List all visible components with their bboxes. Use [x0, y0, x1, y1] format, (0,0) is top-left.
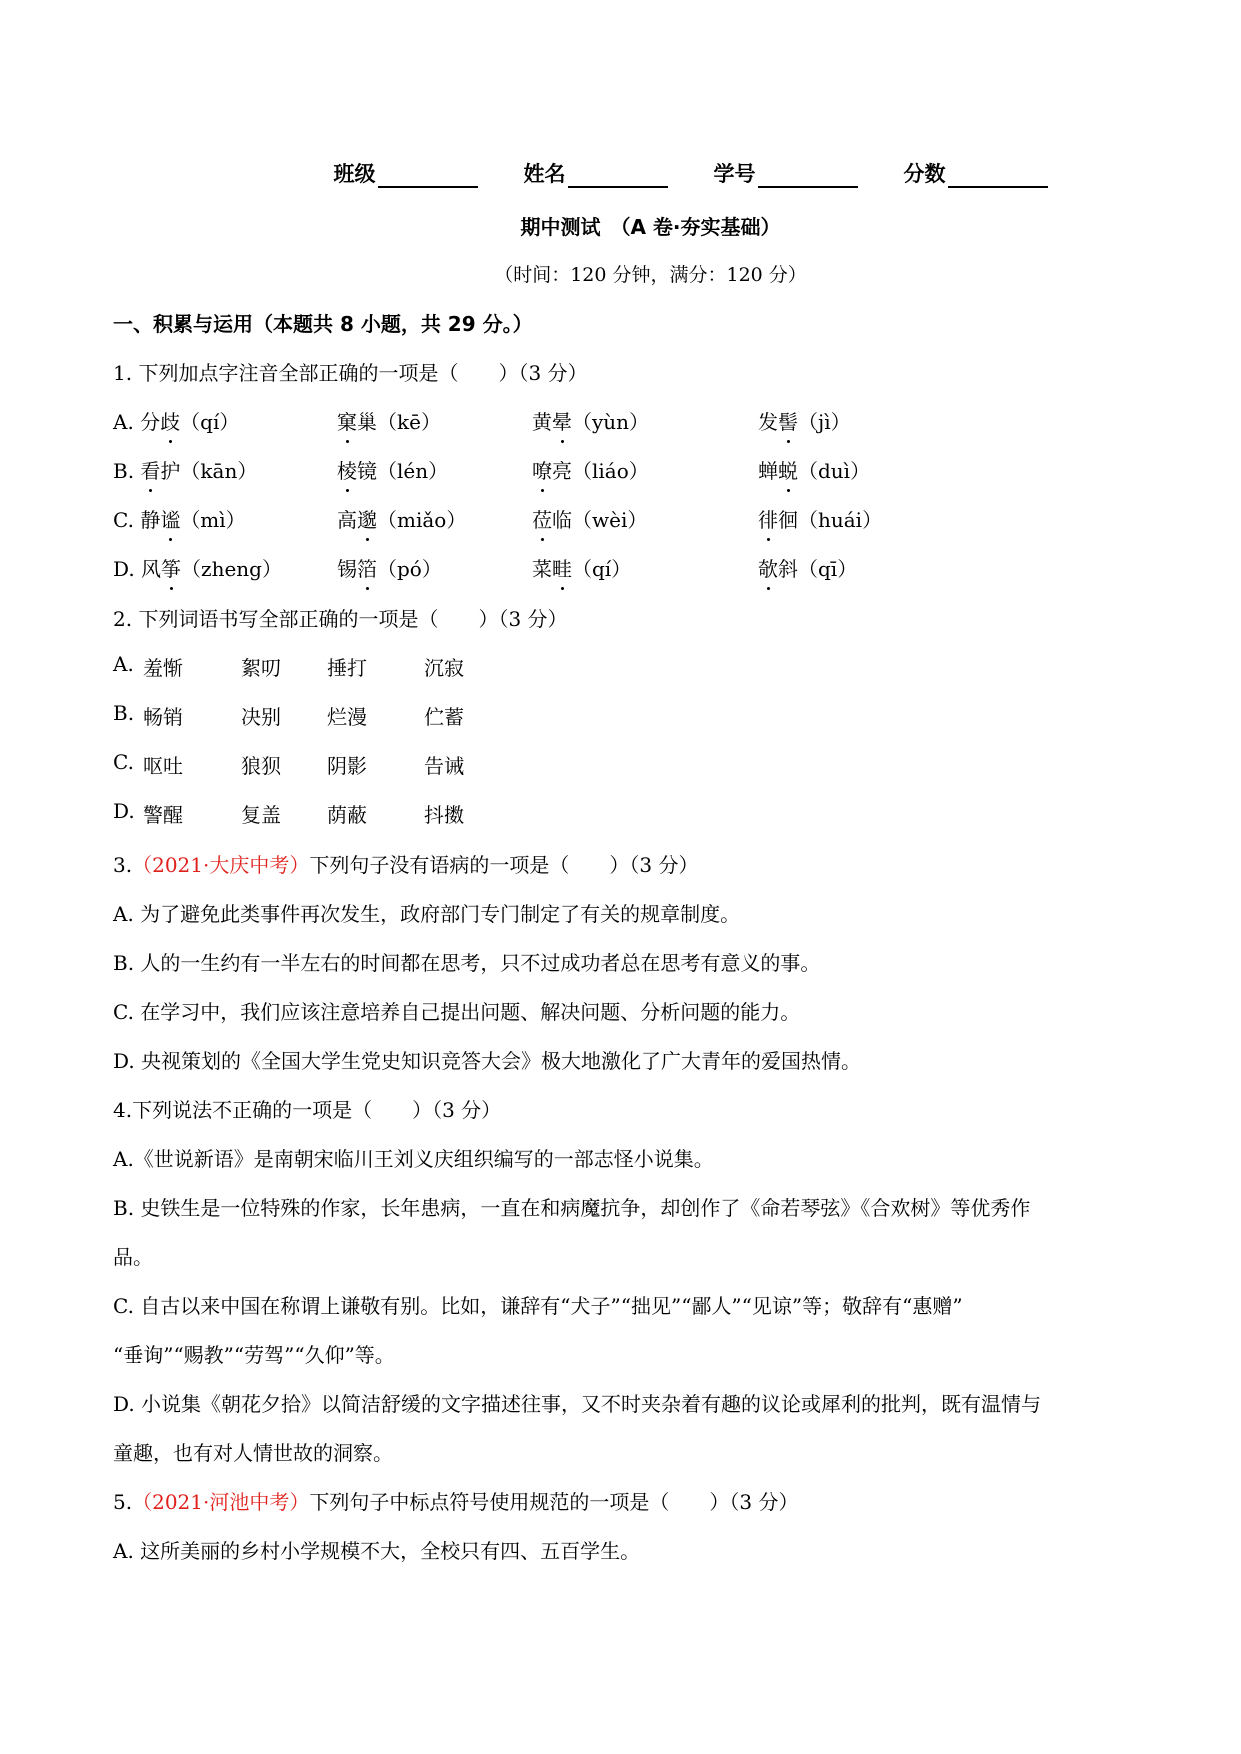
student-id-field: [714, 158, 858, 188]
q3-question: 下列句子没有语病的一项是（ ）（3 分）: [309, 853, 699, 877]
word-pre: 发: [758, 410, 778, 434]
dotted-char: 棱: [337, 459, 357, 483]
pinyin: （kē）: [377, 410, 441, 434]
dotted-char: 窠: [337, 410, 357, 434]
word-pre: 风: [141, 557, 162, 581]
option-letter: A.: [113, 410, 134, 434]
q4-option-c: C. 自古以来中国在称谓上谦敬有别。比如，谦辞有“犬子”“拙见”“鄙人”“见谅”等；敬辞有“惠赠”: [113, 1294, 963, 1318]
q3-source: （2021·大庆中考）: [132, 853, 310, 877]
word-pre: 黄: [532, 410, 552, 434]
q5-stem: [113, 1486, 798, 1515]
word-pre: 静: [140, 508, 161, 532]
name-blank[interactable]: [568, 164, 668, 188]
dotted-char: 看: [140, 459, 161, 483]
q1-option-item: [532, 553, 631, 582]
q1-option-item: [532, 504, 647, 533]
class-field: [334, 158, 478, 188]
student-id-label: 学号: [713, 162, 756, 186]
exam-title: 期中测试 （A 卷·夯实基础）: [520, 215, 781, 239]
q2-word: 絮叨: [241, 656, 281, 680]
q1-option-item: [532, 406, 649, 435]
dotted-char: 谧: [160, 508, 181, 532]
q1-stem: 1. 下列加点字注音全部正确的一项是（ ）（3 分）: [113, 361, 588, 385]
q1-option-item: [337, 553, 442, 582]
q2-word: 烂漫: [327, 705, 367, 729]
q3-option-a: A. 为了避免此类事件再次发生，政府部门专门制定了有关的规章制度。: [113, 902, 741, 926]
q1-option-item: [113, 553, 282, 582]
q1-option-item: [113, 455, 257, 484]
class-blank[interactable]: [378, 164, 478, 188]
name-field: [524, 158, 668, 188]
name-label: 姓名: [523, 162, 566, 186]
q2-word: 沉寂: [424, 656, 464, 680]
pinyin: （mì）: [180, 508, 246, 532]
q4-option-a: A.《世说新语》是南朝宋临川王刘义庆组织编写的一部志怪小说集。: [113, 1147, 714, 1171]
word-post: 亮: [552, 459, 572, 483]
q5-option-a: A. 这所美丽的乡村小学规模不大，全校只有四、五百学生。: [113, 1539, 641, 1563]
q5-source: （2021·河池中考）: [132, 1490, 310, 1514]
option-letter: B.: [113, 459, 135, 483]
dotted-char: 欹: [758, 557, 778, 581]
q1-option-item: [113, 406, 239, 435]
word-post: 镜: [357, 459, 377, 483]
section-heading: 一、积累与运用（本题共 8 小题，共 29 分。）: [113, 312, 533, 336]
dotted-char: 莅: [532, 508, 552, 532]
option-letter: D.: [113, 557, 135, 581]
option-letter: C.: [113, 508, 134, 532]
q2-word: 决别: [241, 705, 281, 729]
q2-word: 告诫: [424, 754, 464, 778]
dotted-char: 蜕: [778, 459, 798, 483]
q2-option-letter: B.: [113, 701, 135, 725]
pinyin: （pó）: [377, 557, 442, 581]
q3-stem: [113, 849, 698, 878]
q2-word: 捶打: [327, 656, 367, 680]
q2-option-letter: A.: [113, 652, 134, 676]
pinyin: （kān）: [180, 459, 258, 483]
q4-option-c-cont: “垂询”“赐教”“劳驾”“久仰”等。: [113, 1343, 395, 1367]
word-post: 临: [552, 508, 572, 532]
q1-option-item: [758, 553, 857, 582]
word-pre: 蝉: [758, 459, 778, 483]
q1-option-item: [532, 455, 649, 484]
q5-number: 5.: [113, 1490, 133, 1514]
pinyin: （miǎo）: [377, 508, 467, 532]
q1-option-item: [758, 406, 851, 435]
dotted-char: 邈: [357, 508, 377, 532]
q3-number: 3.: [113, 853, 133, 877]
dotted-char: 髻: [778, 410, 798, 434]
q3-option-d: D. 央视策划的《全国大学生党史知识竞答大会》极大地激化了广大青年的爱国热情。: [113, 1049, 862, 1073]
q1-option-item: [337, 504, 466, 533]
dotted-char: 晕: [552, 410, 572, 434]
q1-option-item: [758, 455, 870, 484]
q4-option-d: D. 小说集《朝花夕拾》以简洁舒缓的文字描述往事，又不时夹杂着有趣的议论或犀利的批判，既有温情与: [113, 1392, 1042, 1416]
q1-option-item: [337, 455, 448, 484]
q2-stem: 2. 下列词语书写全部正确的一项是（ ）（3 分）: [113, 607, 568, 631]
q4-option-d-cont: 童趣，也有对人情世故的洞察。: [113, 1441, 393, 1465]
q4-stem: 4.下列说法不正确的一项是（ ）（3 分）: [113, 1098, 502, 1122]
exam-subtitle: （时间：120 分钟，满分：120 分）: [494, 264, 807, 286]
q2-word: 呕吐: [143, 754, 183, 778]
q2-word: 荫蔽: [327, 803, 367, 827]
pinyin: （qī）: [798, 557, 858, 581]
q2-word: 抖擞: [424, 803, 464, 827]
q1-option-item: [113, 504, 246, 533]
q2-word: 畅销: [143, 705, 183, 729]
pinyin: （qí）: [180, 410, 240, 434]
dotted-char: 箔: [357, 557, 377, 581]
q2-option-letter: C.: [113, 750, 134, 774]
q3-option-c: C. 在学习中，我们应该注意培养自己提出问题、解决问题、分析问题的能力。: [113, 1000, 801, 1024]
q2-option-letter: D.: [113, 799, 135, 823]
dotted-char: 筝: [161, 557, 182, 581]
score-label: 分数: [903, 162, 946, 186]
q4-option-b-cont: 品。: [113, 1245, 153, 1269]
q5-question: 下列句子中标点符号使用规范的一项是（ ）（3 分）: [309, 1490, 799, 1514]
q2-word: 狼狈: [241, 754, 281, 778]
pinyin: （jì）: [798, 410, 851, 434]
q2-word: 警醒: [143, 803, 183, 827]
q3-option-b: B. 人的一生约有一半左右的时间都在思考，只不过成功者总在思考有意义的事。: [113, 951, 821, 975]
q2-word: 羞惭: [143, 656, 183, 680]
word-post: 斜: [778, 557, 798, 581]
class-label: 班级: [333, 162, 376, 186]
student-info-header: [0, 158, 1241, 188]
q2-word: 阴影: [327, 754, 367, 778]
dotted-char: 徘: [758, 508, 778, 532]
pinyin: （wèi）: [572, 508, 648, 532]
pinyin: （huái）: [798, 508, 883, 532]
score-blank[interactable]: [948, 164, 1048, 188]
q4-option-b: B. 史铁生是一位特殊的作家，长年患病，一直在和病魔抗争，却创作了《命若琴弦》《合欢树》等优秀作: [113, 1196, 1031, 1220]
q1-option-item: [758, 504, 882, 533]
dotted-char: 歧: [160, 410, 181, 434]
pinyin: （qí）: [572, 557, 632, 581]
word-post: 护: [160, 459, 181, 483]
pinyin: （zheng）: [181, 557, 282, 581]
q2-word: 伫蓄: [424, 705, 464, 729]
dotted-char: 畦: [552, 557, 572, 581]
word-pre: 高: [337, 508, 357, 532]
pinyin: （liáo）: [572, 459, 649, 483]
score-field: [904, 158, 1048, 188]
pinyin: （yùn）: [572, 410, 650, 434]
student-id-blank[interactable]: [758, 164, 858, 188]
q1-option-item: [337, 406, 441, 435]
q2-word: 复盖: [241, 803, 281, 827]
word-post: 巢: [357, 410, 377, 434]
pinyin: （duì）: [798, 459, 871, 483]
word-pre: 锡: [337, 557, 357, 581]
word-pre: 菜: [532, 557, 552, 581]
word-post: 徊: [778, 508, 798, 532]
word-pre: 分: [140, 410, 161, 434]
dotted-char: 嘹: [532, 459, 552, 483]
pinyin: （lén）: [377, 459, 449, 483]
